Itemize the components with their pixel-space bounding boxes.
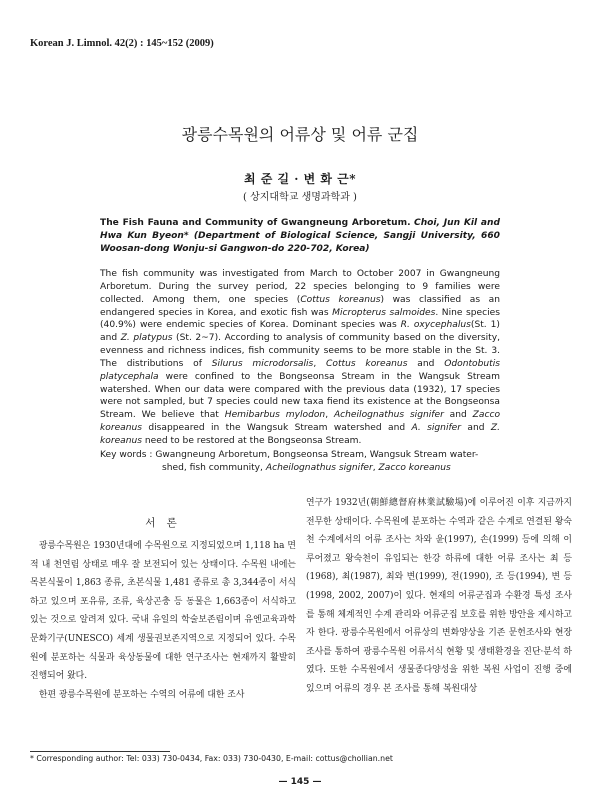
keywords-text: , bbox=[372, 463, 379, 473]
keyword-species: Acheilognathus signifer bbox=[265, 463, 373, 473]
species-name: Z. platypus bbox=[120, 333, 173, 344]
footnote: * Corresponding author: Tel: 033) 730-0434, Fax: 033) 730-0430, E-mail: cottus@chollian.net bbox=[30, 754, 393, 763]
right-column bbox=[306, 494, 572, 699]
species-name: Hemibarbus mylodon bbox=[224, 410, 326, 421]
abstract-text: The fish community was investigated from March to October 2007 in Gwangneung Arboretum. During the survey period, 22 species belonging to 9 families were collected. Among them, one species ( bbox=[100, 269, 500, 305]
species-name: Odontobutis platycephala bbox=[100, 358, 500, 382]
keywords-line-2 bbox=[100, 462, 500, 475]
keywords-text: shed, fish community, bbox=[162, 463, 266, 473]
species-name: A. signifer bbox=[411, 423, 462, 434]
paragraph: 광릉수목원은 1930년대에 수목원으로 지정되었으며 1,118 ha 면적 내 천연림 상태로 매우 잘 보전되어 있는 상태이다. 수목원 내에는 목본식물이 1,863 종류, 초본식물 1,481 종류로 총 3,344종이 서식하고 있으며 포유류, 조류, 육상곤충 등 동물은 1,663종이 서식하고 있는 것으로 알려져 있다. 국내 유일의 학술보존림이며 유엔교육과학문화기구(UNESCO) 세계 생물권보존지역으로 지정되어 있다. 수목원에 분포하는 식물과 육상동물에 대한 연구조사는 현재까지 활발히 진행되어 왔다. bbox=[30, 541, 296, 682]
left-column bbox=[30, 537, 296, 704]
authors-korean: 최 준 길 · 변 화 근* bbox=[243, 172, 357, 186]
abstract-text: (St. 1) and bbox=[100, 320, 500, 344]
paragraph: 연구가 1932년(朝鮮總督府林業試驗場)에 이루어진 이후 지금까지 전무한 상태이다. 수목원에 분포하는 수역과 같은 수계로 연결된 왕숙천 수계에서의 어류 조사는 차와 윤(1997), 손(1999) 등에 의해 이루어졌고 왕숙천이 유입되는 한강 하류에 대한 어류 조사는 최 등(1968), 최(1987), 최와 변(1999), 전(1990), 조 등(1994), 변 등(1998, 2002, 2007)이 있다. 현재의 어류군집과 수환경 특성 조사를 통해 체계적인 수계 관리와 어류군집 보호를 위한 방안을 제시하고자 한다. 광릉수목원에서 어류상의 변화양상을 기존 문헌조사와 현장 조사를 통하여 광릉수목원 어류서식 현황 및 생태환경을 진단·분석 하였다. 또한 수목원에서 생물종다양성을 위한 복원 사업이 진행 중에 있으며 어류의 경우 본 조사를 통해 복원대상 bbox=[306, 498, 572, 694]
species-name: Z. koreanus bbox=[100, 423, 500, 446]
abstract-text: . Nine species (40.9%) were endemic species of Korea. Dominant species was bbox=[100, 307, 500, 331]
affiliation-korean: ( 상지대학교 생명과학과 ) bbox=[243, 192, 357, 203]
section-title-introduction: 서 론 bbox=[145, 517, 181, 529]
keyword-species: Zacco koreanus bbox=[378, 463, 451, 473]
species-name: R. oxycephalus bbox=[400, 320, 471, 331]
abstract-text: ) was classified as an endangered species in Korea, and exotic fish was bbox=[100, 294, 501, 318]
abstract-text: (St. 2~7). According to analysis of community based on the diversity, evenness and richness indices, fish community seems to be more stable in the St. 3. The distributions of bbox=[100, 333, 501, 369]
abstract-text: were confined to the Bongseonsa Stream in the Wangsuk Stream watershed. When our data were compared with the previous data (1932), 17 species were not sampled, but 7 species could new taxa fiend its existence at the Bongseonsa Stream. We believe that bbox=[100, 371, 500, 421]
abstract-text: , bbox=[313, 358, 327, 369]
species-name: Micropterus salmoides bbox=[332, 307, 436, 318]
page-number: — 145 — bbox=[278, 777, 322, 787]
keywords bbox=[100, 449, 500, 475]
abstract bbox=[100, 268, 500, 448]
paragraph: 한편 광릉수목원에 분포하는 수역의 어류에 대한 조사 bbox=[38, 689, 245, 700]
abstract-text: disappeared in the Wangsuk Stream watershed and bbox=[142, 423, 412, 434]
species-name: Silurus microdorsalis bbox=[211, 358, 314, 369]
abstract-text: and bbox=[461, 423, 491, 434]
english-authors: Choi, Jun Kil and Hwa Kun Byeon* (Department of Biological Science, Sangji University, 660 Woosan-dong Wonju-si Gangwon-do 220-702, Korea) bbox=[100, 218, 500, 254]
abstract-text: , bbox=[325, 410, 334, 421]
footnote-divider bbox=[30, 751, 170, 752]
abstract-text: and bbox=[443, 410, 473, 421]
species-name: Zacco koreanus bbox=[100, 410, 501, 434]
journal-citation: Korean J. Limnol. 42(2) : 145~152 (2009) bbox=[30, 38, 214, 49]
species-name: Acheilognathus signifer bbox=[333, 410, 444, 421]
title-korean: 광릉수목원의 어류상 및 어류 군집 bbox=[181, 125, 419, 144]
english-title: The Fish Fauna and Community of Gwangneung Arboretum. bbox=[100, 218, 411, 228]
english-header bbox=[100, 217, 500, 256]
species-name: Cottus koreanus bbox=[300, 294, 381, 305]
abstract-text: and bbox=[407, 358, 445, 369]
keywords-line-1: Key words : Gwangneung Arboretum, Bongseonsa Stream, Wangsuk Stream water- bbox=[100, 450, 479, 460]
species-name: Cottus koreanus bbox=[326, 358, 408, 369]
abstract-text: need to be restored at the Bongseonsa Stream. bbox=[142, 435, 362, 446]
